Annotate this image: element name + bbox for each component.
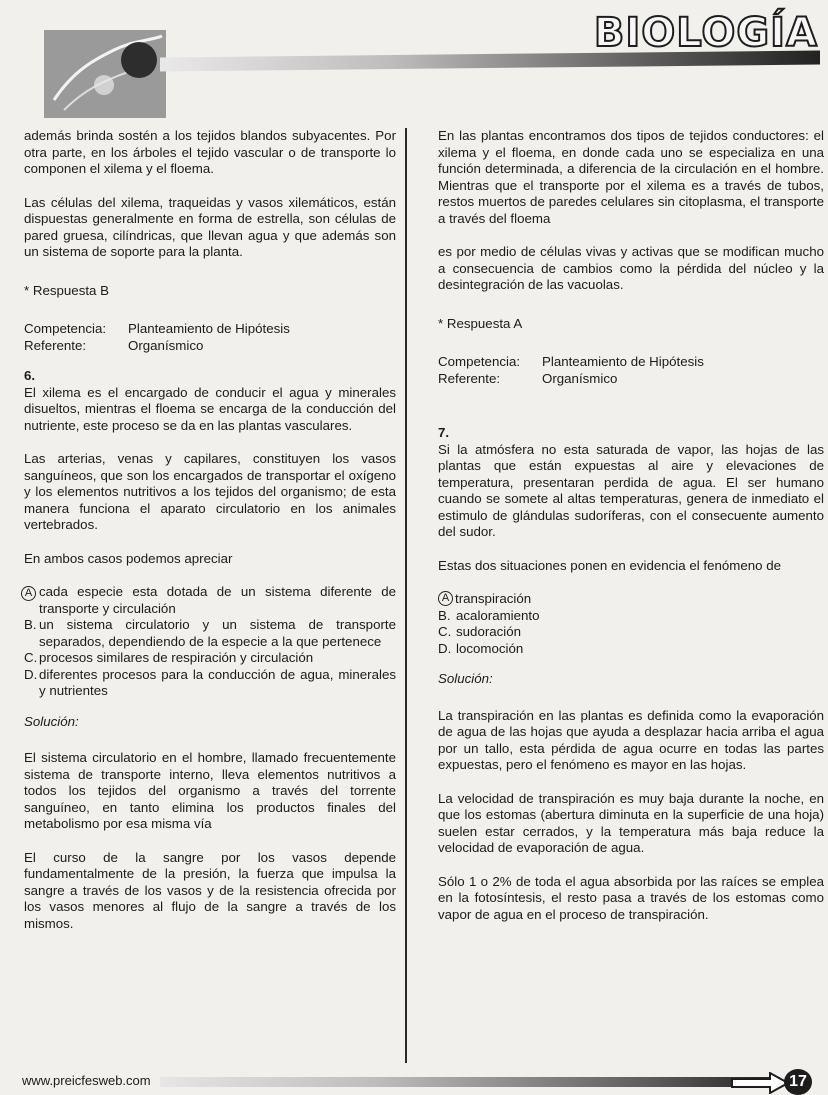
question-6-number: 6. [24, 368, 36, 383]
page-number: 17 [784, 1069, 812, 1095]
question-6-text-2: Las arterias, venas y capilares, constituyen los vasos sanguíneos, que son los encargados de transportar el oxígeno y los elementos nutritivos a los tejidos del organismo; de esta manera funciona el aparato circulatorio en los animales vertebrados. [24, 451, 396, 532]
circled-answer-icon: A [438, 591, 453, 606]
question-7-option-a: A transpiración [438, 591, 824, 608]
right-solution-paragraph-2: La velocidad de transpiración es muy baja durante la noche, en que los estomas (abertura diminuta en la superficie de una hoja) suelen estar cerrados, y la temperatura más baja reduce la velocidad de evaporación de agua. [438, 790, 824, 855]
question-7-option-c: C. sudoración [438, 624, 522, 639]
left-solution-paragraph-1: El sistema circulatorio en el hombre, llamado frecuentemente sistema de transporte interno, lleva elementos nutritivos a todos los tejidos del organismo a través del torrente sanguíneo, en tanto elimina los productos finales del metabolismo por esa misma vía [24, 750, 396, 831]
question-7-option-d: D. locomoción [438, 640, 524, 656]
right-solucion-label: Solución: [438, 671, 493, 686]
left-solution-paragraph-2: El curso de la sangre por los vasos depende fundamentalmente de la presión, la fuerza que impulsa la sangre a través de los vasos y de la resistencia ofrecida por los vasos menores al flujo de la sangre a través de los mismos. [24, 849, 396, 931]
right-solution-paragraph-1: La transpiración en las plantas es definida como la evaporación de agua de las hojas que ayuda a desplazar hacia arriba el agua por un tallo, esta pérdida de agua ocurre en todas las partes expuestas, pero el fenómeno es mayor en las hojas. [438, 707, 824, 772]
right-referente: Referente: Organísmico [438, 370, 618, 386]
question-6-prompt: En ambos casos podemos apreciar [24, 550, 233, 566]
question-7-prompt: Estas dos situaciones ponen en evidencia el fenómeno de [438, 557, 781, 573]
left-referente: Referente: Organísmico [24, 337, 204, 353]
circled-answer-icon: A [21, 586, 36, 601]
question-6-option-b: B. un sistema circulatorio y un sistema de transporte separados, dependiendo de la especie a la que pertenece [24, 617, 396, 649]
right-solution-paragraph-3: Sólo 1 o 2% de toda el agua absorbida por las raíces se emplea en la fotosíntesis, el resto pasa a través de los estomas como vapor de agua en el proceso de transpiración. [438, 873, 824, 922]
right-competencia: Competencia: Planteamiento de Hipótesis [438, 354, 704, 369]
arrow-right-icon [730, 1072, 792, 1094]
question-7-options [438, 591, 824, 657]
left-paragraph-2: Las células del xilema, traqueidas y vasos xilemáticos, están dispuestas generalmente en forma de estrella, son células de pared gruesa, cilíndricas, que llevan agua y que además son un sistema de soporte para la planta. [24, 194, 396, 259]
question-6-option-d: D. diferentes procesos para la conducción de agua, minerales y nutrientes [24, 666, 396, 698]
footer-url: www.preicfesweb.com [22, 1073, 151, 1088]
left-paragraph-1: además brinda sostén a los tejidos blandos subyacentes. Por otra parte, en los árboles el tejido vascular o de transporte lo componen el xilema y el floema. [24, 128, 396, 176]
question-6-options [24, 584, 396, 700]
left-answer: * Respuesta B [24, 282, 110, 298]
right-paragraph-2: es por medio de células vivas y activas que se modifican mucho a consecuencia de cambios como la pérdida del núcleo y la desintegración de las vacuolas. [438, 244, 824, 292]
question-6-option-a: A cada especie esta dotada de un sistema diferente de transporte y circulación [24, 584, 396, 617]
question-6-text: El xilema es el encargado de conducir el agua y minerales disueltos, mientras el floema se encarga de la conducción del nutriente, este proceso se da en las plantas vasculares. [24, 384, 396, 433]
question-6-option-c: C. procesos similares de respiración y circulación [24, 650, 314, 665]
right-column [438, 128, 824, 940]
question-7-option-b: B. acaloramiento [438, 607, 540, 623]
right-answer: * Respuesta A [438, 315, 523, 331]
left-column [24, 128, 396, 949]
right-paragraph-1: En las plantas encontramos dos tipos de tejidos conductores: el xilema y el floema, en donde cada uno se especializa en una función determinada, a diferencia de la circulación en el hombre. Mientras que el transporte por el xilema es a través de tubos, restos muertos de paredes celulares sin citoplasma, el transporte a través del floema [438, 128, 824, 226]
left-solucion-label: Solución: [24, 713, 79, 729]
plant-cells-photo-icon [44, 30, 166, 118]
question-7-text: Si la atmósfera no esta saturada de vapor, las hojas de las plantas que están expuestas al aire y elevaciones de temperatura, presentaran perdida de agua. El ser humano cuando se somete al altas temperaturas, genera de inmediato el estimulo de glándulas sudoríferas, con el consecuente aumento del sudor. [438, 441, 824, 539]
question-7-number: 7. [438, 425, 450, 440]
footer-bar [160, 1077, 780, 1087]
column-divider [405, 128, 407, 1063]
left-competencia: Competencia: Planteamiento de Hipótesis [24, 321, 290, 336]
page-title: BIOLOGÍA [593, 10, 818, 56]
